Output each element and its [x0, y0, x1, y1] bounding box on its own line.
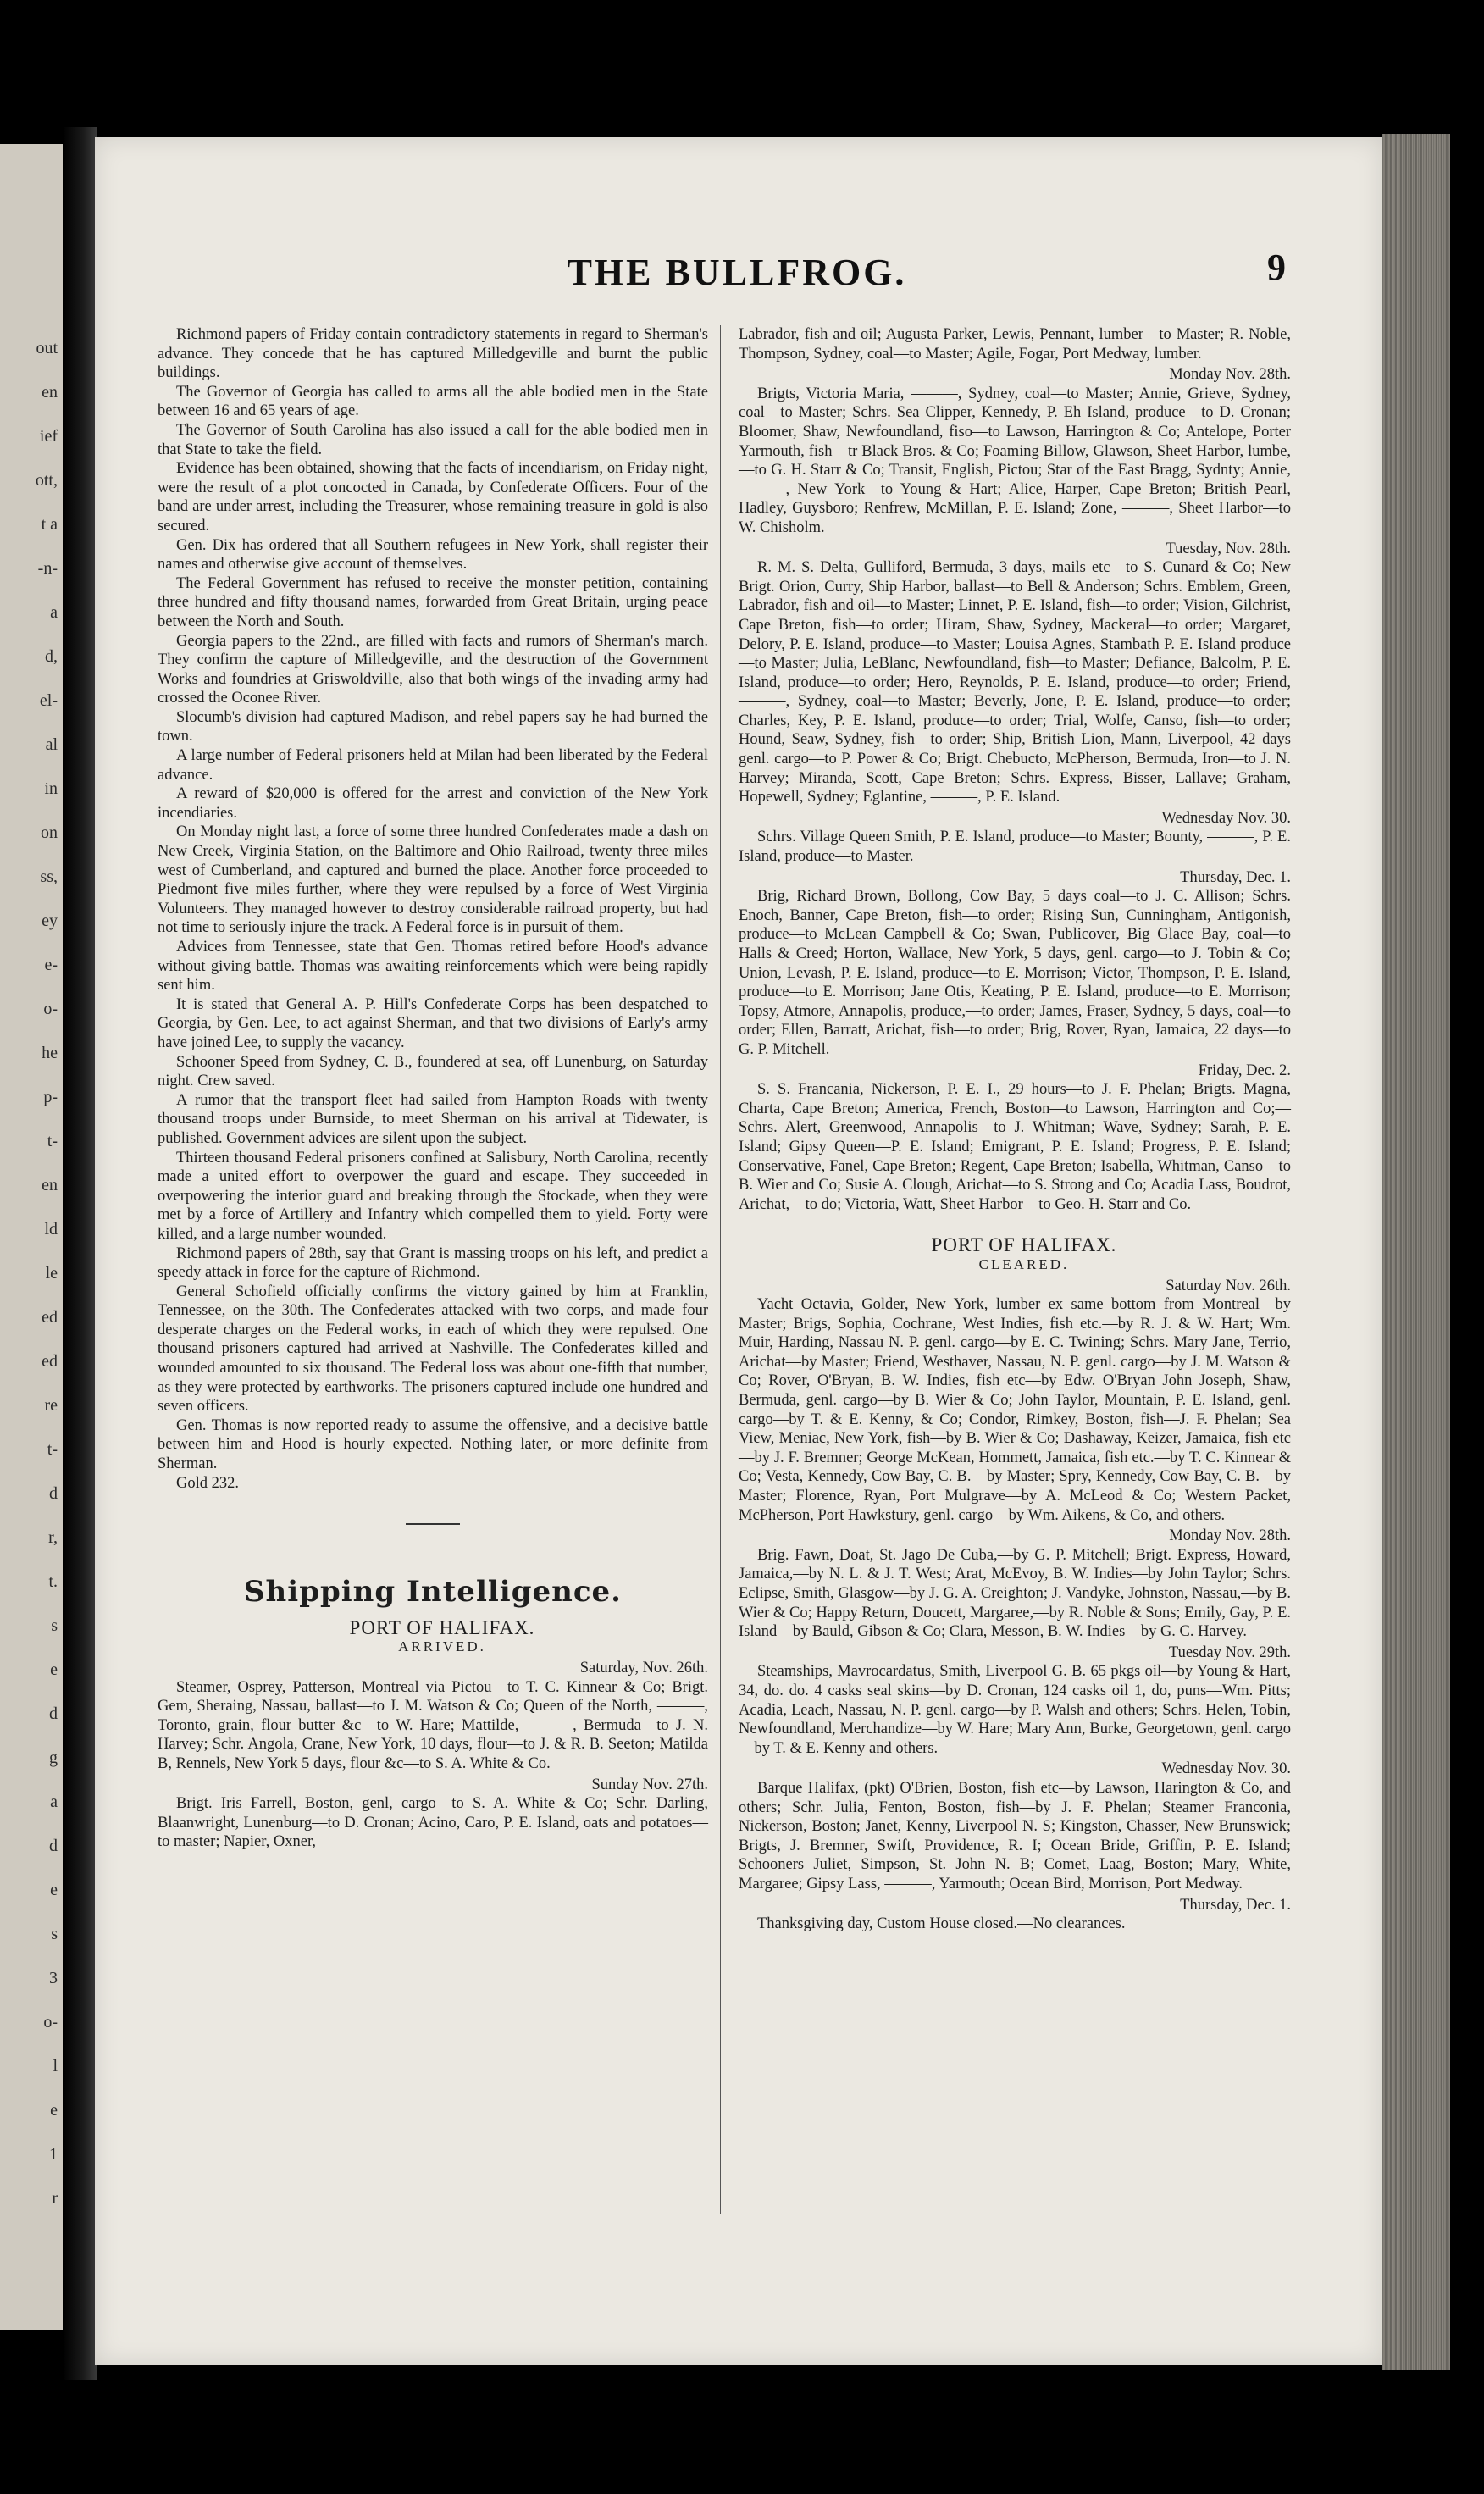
news-paragraph: Advices from Tennessee, state that Gen. Thomas retired before Hood's advance without giving battle. Thomas was awaiting reinforcements which were being rapidly sent him. — [158, 939, 708, 995]
entry-text: Thanksgiving day, Custom House closed.—No clearances. — [757, 1915, 1126, 1933]
arrivals-list — [158, 1659, 708, 1852]
sliver-fragment: d — [49, 1837, 58, 1855]
entry-text: Brig, Richard Brown, Bollong, Cow Bay, 5 days coal—to J. C. Allison; Schrs. Enoch, Banner, Cape Breton, fish—to order; Rising Sun, Cunningham, Antigonish, produce—to McLean Campbell & Co; Swan, Publicover, Big Glace Bay, coal—to Halls & Creed; Horton, Wallace, New York, 5 days, genl. cargo—to J. Tobin & Co; Union, Levash, P. E. Island, produce—to E. Morrison; Victor, Thompson, P. E. Island, produce—to E. Morrison; Jane Otis, Keating, P. E. Island, produce—to E. Morrison; Topsy, Atmore, Annapolis, produce,—to order; James, Fraser, Sydney, 5 days, coal—to order; Ellen, Barratt, Arichat, fish—to order; Brig, Rover, Ryan, Jamaica, 22 days—to G. P. Mitchell. — [739, 888, 1291, 1058]
sliver-fragment: re — [44, 1396, 58, 1415]
adjacent-page-sliver — [0, 144, 63, 2330]
sliver-fragment: al — [45, 735, 58, 754]
entry-date: Thursday, Dec. 1. — [1180, 868, 1291, 886]
sliver-fragment: 3 — [49, 1969, 58, 1987]
sliver-fragment: r, — [48, 1528, 58, 1547]
news-paragraph: A large number of Federal prisoners held at Milan had been liberated by the Federal advance. — [158, 747, 708, 784]
entry-date: Saturday, Nov. 26th. — [579, 1660, 708, 1677]
port-heading: PORT OF HALIFAX. — [931, 1234, 1117, 1256]
entry-date: Tuesday Nov. 29th. — [1168, 1643, 1291, 1661]
sliver-fragment: r — [52, 2189, 58, 2208]
sliver-fragment: ey — [42, 912, 58, 930]
sliver-fragment: o- — [43, 1000, 58, 1018]
sliver-fragment: ief — [39, 427, 58, 446]
news-items — [158, 325, 708, 1493]
news-paragraph: The Federal Government has refused to receive the monster petition, containing three hundred and fifty thousand names, forwarded from Great Britain, urging peace between the North and South. — [158, 574, 708, 630]
sliver-fragment: a — [50, 603, 58, 622]
news-paragraph: General Schofield officially confirms the victory gained by him at Franklin, Tennessee, on the 30th. The Confederates attacked with two corps, and made four desperate charges on the Federal works, in each of which they were repulsed. One thousand prisoners captured had arrived at Nashville. The Confederates killed and wounded amounted to six thousand. The Federal loss was about one-fifth that number, as they were protected by earthworks. The prisoners captured include one hundred and seven officers. — [158, 1283, 708, 1416]
news-paragraph: A reward of $20,000 is offered for the arrest and conviction of the New York incendiaries. — [158, 785, 708, 822]
shipping-heading: Shipping Intelligence. — [244, 1575, 622, 1610]
news-paragraph: Slocumb's division had captured Madison, and rebel papers say he had burned the town. — [158, 708, 708, 745]
sliver-fragment: ss, — [40, 867, 58, 886]
news-paragraph: On Monday night last, a force of some three hundred Confederates made a dash on New Creek, Virginia Station, on the Baltimore and Ohio Railroad, twenty three miles west of Cumberland, and captured and burned the place. Another force proceeded to Piedmont five miles further, where they were repulsed by a force of West Virginia Volunteers. They managed however to destroy considerable railroad property, but had not time to seriously injure the track. A Federal force is in pursuit of them. — [158, 823, 708, 937]
entry-text: Brigt. Iris Farrell, Boston, genl, cargo—to S. A. White & Co; Schr. Darling, Blaanwright, Lunenburg—to D. Cronan; Acino, Caro, P. E. Island, oats and potatoes—to master; Napier, Oxner, — [158, 1795, 708, 1851]
sliver-fragment: d — [49, 1484, 58, 1503]
news-paragraph: A rumor that the transport fleet had sailed from Hampton Roads with twenty thousand troops under Burnside, to meet Sherman on his arrival at Tidewater, is published. Government advices are silent upon the subject. — [158, 1091, 708, 1147]
masthead-title: THE BULLFROG. — [567, 252, 907, 293]
news-paragraph: It is stated that General A. P. Hill's Confederate Corps has been despatched to Georgia, by Gen. Lee, to act against Sherman, and that two divisions of Early's army have joined Lee, to supply the vacancy. — [158, 995, 708, 1051]
entry-text: Schrs. Village Queen Smith, P. E. Island, produce—to Master; Bounty, ———, P. E. Island, produce—to Master. — [739, 829, 1291, 866]
news-paragraph: Gold 232. — [176, 1474, 239, 1492]
arrived-heading: ARRIVED. — [398, 1638, 486, 1655]
sliver-fragment: ed — [42, 1308, 58, 1327]
entry-text: Steamships, Mavrocardatus, Smith, Liverpool G. B. 65 pkgs oil—by Young & Hart, 34, do. do. 4 casks seal skins—by D. Cronan, 124 casks oil 1, do, puns—Wm. Pitts; Acadia, Leach, Nassau, N. P. genl. cargo—by P. Walsh and others; Schrs. Helen, Tobin, Newfoundland, Merchandize—by W. Hare; Mary Ann, Burke, Georgetown, genl. cargo—by T. & E. Kenny and others. — [739, 1663, 1291, 1757]
entry-text: R. M. S. Delta, Gulliford, Bermuda, 3 days, mails etc—to S. Cunard & Co; New Brigt. Orion, Curry, Ship Harbor, ballast—to Bell & Anderson; Schrs. Emblem, Green, Labrador, fish and oil—to Master; Linnet, P. E. Island, fish—to order; Vision, Gilchrist, Cape Breton, fish—to order; Hiram, Shaw, Sydney, Mackeral—to order; Margaret, Delory, P. E. Island, produce—to Master; Louisa Agnes, Stambath P. E. Island produce—to Master; Julia, LeBlanc, Newfoundland, fish—to Master; Defiance, Balcolm, P. E. Island, produce—to order; Hero, Reynolds, P. E. Island, produce—to order; Friend, ———, Sydney, coal—to Master; Beverly, Jone, P. E. Island, produce—to order; Charles, Key, P. E. Island, produce—to order; Trial, Wolfe, Canso, fish—to order; Hound, Seaw, Sydney, fish—to order; Ship, British Lion, Mann, Liverpool, 42 days genl. cargo—to P. Power & Co; Brigt. Chebucto, McPherson, Bermuda, Iron—to J. N. Harvey; Miranda, Scott, Cape Breton; Schrs. Express, Bisser, Lallave; Graham, Hopewell, Sydney; Eglantine, ———, P. E. Island. — [739, 559, 1291, 806]
sliver-fragment: t- — [47, 1440, 58, 1459]
page-edges — [1382, 134, 1450, 2370]
sliver-fragment: o- — [43, 2013, 58, 2031]
cleared-heading: CLEARED. — [978, 1255, 1070, 1272]
entry-text: Brig. Fawn, Doat, St. Jago De Cuba,—by G. P. Mitchell; Brigt. Express, Howard, Jamaica,—by N. L. & J. T. West; Arat, McEvoy, B. W. Indies—by John Taylor; Schrs. Eclipse, Smith, Glasgow—by J. G. A. Creighton; J. Vandyke, Johnston, Nassau,—by B. Wier & Co; Happy Return, Doucett, Margaree,—by R. Noble & Sons; Emily, Gay, P. E. Island—by Bauld, Gibson & Co; Clara, Messon, B. W. Indies—by G. C. Harvey. — [739, 1546, 1291, 1641]
entry-text: Barque Halifax, (pkt) O'Brien, Boston, fish etc—by Lawson, Harington & Co, and others; Schr. Julia, Fenton, Boston, fish—by J. F. Phelan; Steamer Franconia, Nickerson, Boston; Janet, Kenny, Liverpool N. S; Kingston, Chasser, New Brunswick; Brigts, J. Bremner, Swift, Providence, R. I; Ocean Bride, Griffin, P. E. Island; Schooners Juliet, Simpson, St. John N. B; Comet, Laag, Boston; Mary, White, Margaree; Gipsy Lass, ———, Yarmouth; Ocean Bird, Morrison, Port Medway. — [739, 1779, 1291, 1893]
page-number: 9 — [1267, 247, 1286, 288]
sliver-fragment: g — [49, 1749, 58, 1767]
news-paragraph: The Governor of South Carolina has also issued a call for the able bodied men in that State to take the field. — [158, 421, 708, 458]
sliver-fragment: e — [50, 2101, 58, 2120]
port-heading: PORT OF HALIFAX. — [349, 1616, 535, 1638]
entry-text: Brigts, Victoria Maria, ———, Sydney, coal—to Master; Annie, Grieve, Sydney, coal—to Master; Schrs. Sea Clipper, Kennedy, P. Eh Island, produce—to D. Cronan; Bloomer, Shaw, Newfoundland, fiso—to Lawson, Harrington & Co; Antelope, Porter Yarmouth, fish—tr Black Bros. & Co; Foaming Billow, Glawson, Sheet Harbor, lumbe,—to G. H. Starr & Co; Transit, English, Pictou; Star of the East Bragg, Sydnty; Annie, ———, New York—to Young & Hart; Alice, Harper, Cape Breton; British Pearl, Hadley, Guysboro; Renfrew, McMillan, P. E. Island; Zone, ———, Sheet Harbor—to W. Chisholm. — [739, 385, 1291, 536]
sliver-fragment: d — [49, 1704, 58, 1723]
shipping-list — [739, 325, 1291, 1934]
entry-date: Saturday Nov. 26th. — [1166, 1277, 1291, 1294]
right-column — [739, 325, 1291, 1934]
sliver-fragment: on — [41, 823, 58, 842]
left-column — [158, 325, 708, 1852]
entry-date: Tuesday, Nov. 28th. — [1166, 540, 1291, 557]
news-paragraph: Gen. Thomas is now reported ready to assume the offensive, and a decisive battle between him and Hood is hourly expected. Nothing later, or more definite from Sherman. — [158, 1416, 708, 1473]
sliver-fragment: ld — [44, 1220, 58, 1239]
sliver-fragment: e — [50, 1881, 58, 1899]
news-paragraph: Evidence has been obtained, showing that the facts of incendiarism, on Friday night, were the result of a plot concocted in Canada, by Confederate Officers. Four of the band are under arrest, including the Treasurer, whose remaining treasure in gold is also secured. — [158, 460, 708, 535]
news-paragraph: Richmond papers of 28th, say that Grant is massing troops on his left, and predict a speedy attack in force for the capture of Richmond. — [158, 1244, 708, 1282]
sliver-fragment: ott, — [35, 471, 58, 490]
news-paragraph: Thirteen thousand Federal prisoners confined at Salisbury, North Carolina, recently made a united effort to overpower the guard and escape. They succeeded in overpowering the interior guard and breaking through the Stockade, when they were met by a force of Artillery and Infantry which compelled them to yield. Forty were killed, and a large number wounded. — [158, 1149, 708, 1243]
news-paragraph: Richmond papers of Friday contain contradictory statements in regard to Sherman's advance. They concede that he has captured Milledgeville and burnt the public buildings. — [158, 326, 708, 382]
entry-date: Sunday Nov. 27th. — [591, 1776, 708, 1793]
news-paragraph: Georgia papers to the 22nd., are filled with facts and rumors of Sherman's march. They confirm the capture of Milledgeville, and the destruction of the Government Works and foundries at Griswoldville, also that both wings of the invading army had crossed the Oconee River. — [158, 632, 708, 707]
entry-date: Monday Nov. 28th. — [1169, 366, 1291, 384]
sliver-fragment: l — [53, 2057, 58, 2076]
sliver-fragment: -n- — [37, 559, 58, 578]
sliver-fragment: e — [50, 1660, 58, 1679]
sliver-fragment: in — [44, 779, 58, 798]
entry-text: Steamer, Osprey, Patterson, Montreal via Pictou—to T. C. Kinnear & Co; Brigt. Gem, Sheraing, Nassau, ballast—to J. M. Watson & Co; Queen of the North, ———, Toronto, grain, flour butter &c—to W. Hare; Mattilde, ———, Bermuda—to J. N. Harvey; Schr. Angola, Crane, New York, 10 days, flour—to J. & R. B. Seeton; Matilda B, Rennels, New York 5 days, flour &c—to S. A. White & Co. — [158, 1678, 708, 1772]
entry-date: Wednesday Nov. 30. — [1161, 1760, 1291, 1778]
sliver-fragment: t. — [48, 1572, 58, 1591]
news-paragraph: Gen. Dix has ordered that all Southern refugees in New York, shall register their names and otherwise give account of themselves. — [158, 536, 708, 574]
book-gutter — [63, 127, 97, 2380]
sliver-fragment: e- — [44, 956, 58, 974]
entry-date: Friday, Dec. 2. — [1198, 1061, 1291, 1079]
sliver-fragment: t a — [41, 515, 58, 534]
sliver-fragment: out — [36, 339, 58, 357]
entry-date: Wednesday Nov. 30. — [1161, 809, 1291, 827]
sliver-fragment: s — [51, 1925, 58, 1943]
entry-date: Monday Nov. 28th. — [1169, 1527, 1291, 1545]
entry-text: Yacht Octavia, Golder, New York, lumber ex same bottom from Montreal—by Master; Brigs, Sophia, Cochrane, West Indies, fish etc.—by R. J. & W. Hart; Wm. Muir, Harding, Nassau N. P. genl. cargo—by E. C. Twining; Schrs. Mary Jane, Terrio, Arichat—by Master; Friend, Westhaver, Nassau, N. P. genl. cargo—by J. M. Watson & Co; Rover, O'Bryan, B. W. Indies, fish etc—by Edw. O'Bryan John Joseph, Shaw, Bermuda, genl. cargo—by B. Wier & Co; John Taylor, Mountain, P. E. Island, genl. cargo—by T. & E. Kenny, & Co; Condor, Rimkey, Boston, fish—J. F. Phelan; Sea View, Meniac, New York, fish—by B. Wier & Co; Dashaway, Keizer, Jamaica, fish etc—by J. F. Bremner; George McKean, Hommett, Jamaica, fish etc.—by T. C. Kinnear & Co; Vesta, Kennedy, Cow Bay, C. B.—by Master; Spry, Kennedy, Cow Bay, C. B.—by Master; Florence, Ryan, Port Mulgrave—by A. McLeod & Co; Western Packet, McPherson, Port Hawkstury, genl. cargo—by Wm. Aikens, & Co, and others. — [739, 1296, 1291, 1524]
sliver-fragment: t- — [47, 1132, 58, 1150]
entry-text: S. S. Francania, Nickerson, P. E. I., 29 hours—to J. F. Phelan; Brigts. Magna, Charta, Cape Breton; America, French, Boston—to Lawson, Harrington and Co;—Schrs. Alert, Greenwood, Annapolis—to J. Whitman; Wave, Sydney; Sarah, P. E. Island; Gipsy Queen—P. E. Island; Emigrant, P. E. Island; Progress, P. E. Island; Conservative, Fanel, Cape Breton; Regent, Cape Breton; Isabella, Whitman, Canso—to B. Wier and Co; Susie A. Clough, Arichat—to S. Strong and Co; Acadia Lass, Boudrot, Arichat,—to do; Victoria, Watt, Sheet Harbor—to Geo. H. Starr and Co. — [739, 1081, 1291, 1213]
news-paragraph: Schooner Speed from Sydney, C. B., foundered at sea, off Lunenburg, on Saturday night. Crew saved. — [158, 1053, 708, 1090]
sliver-fragment: d, — [45, 647, 58, 666]
sliver-fragment: ed — [42, 1352, 58, 1371]
column-divider — [720, 325, 721, 2214]
sliver-fragment: en — [42, 383, 58, 402]
sliver-fragment: a — [50, 1793, 58, 1811]
sliver-fragment: s — [51, 1616, 58, 1635]
sliver-fragment: 1 — [49, 2145, 58, 2164]
section-rule — [406, 1523, 460, 1525]
entry-date: Thursday, Dec. 1. — [1180, 1896, 1291, 1914]
sliver-fragment: en — [42, 1176, 58, 1194]
sliver-fragment: he — [42, 1044, 58, 1062]
news-paragraph: The Governor of Georgia has called to arms all the able bodied men in the State between 16 and 65 years of age. — [158, 383, 708, 420]
entry-text: Labrador, fish and oil; Augusta Parker, Lewis, Pennant, lumber—to Master; R. Noble, Thompson, Sydney, coal—to Master; Agile, Fogar, Port Medway, lumber. — [739, 326, 1291, 363]
sliver-fragment: p- — [43, 1088, 58, 1106]
sliver-fragment: el- — [39, 691, 58, 710]
sliver-fragment: le — [45, 1264, 58, 1283]
